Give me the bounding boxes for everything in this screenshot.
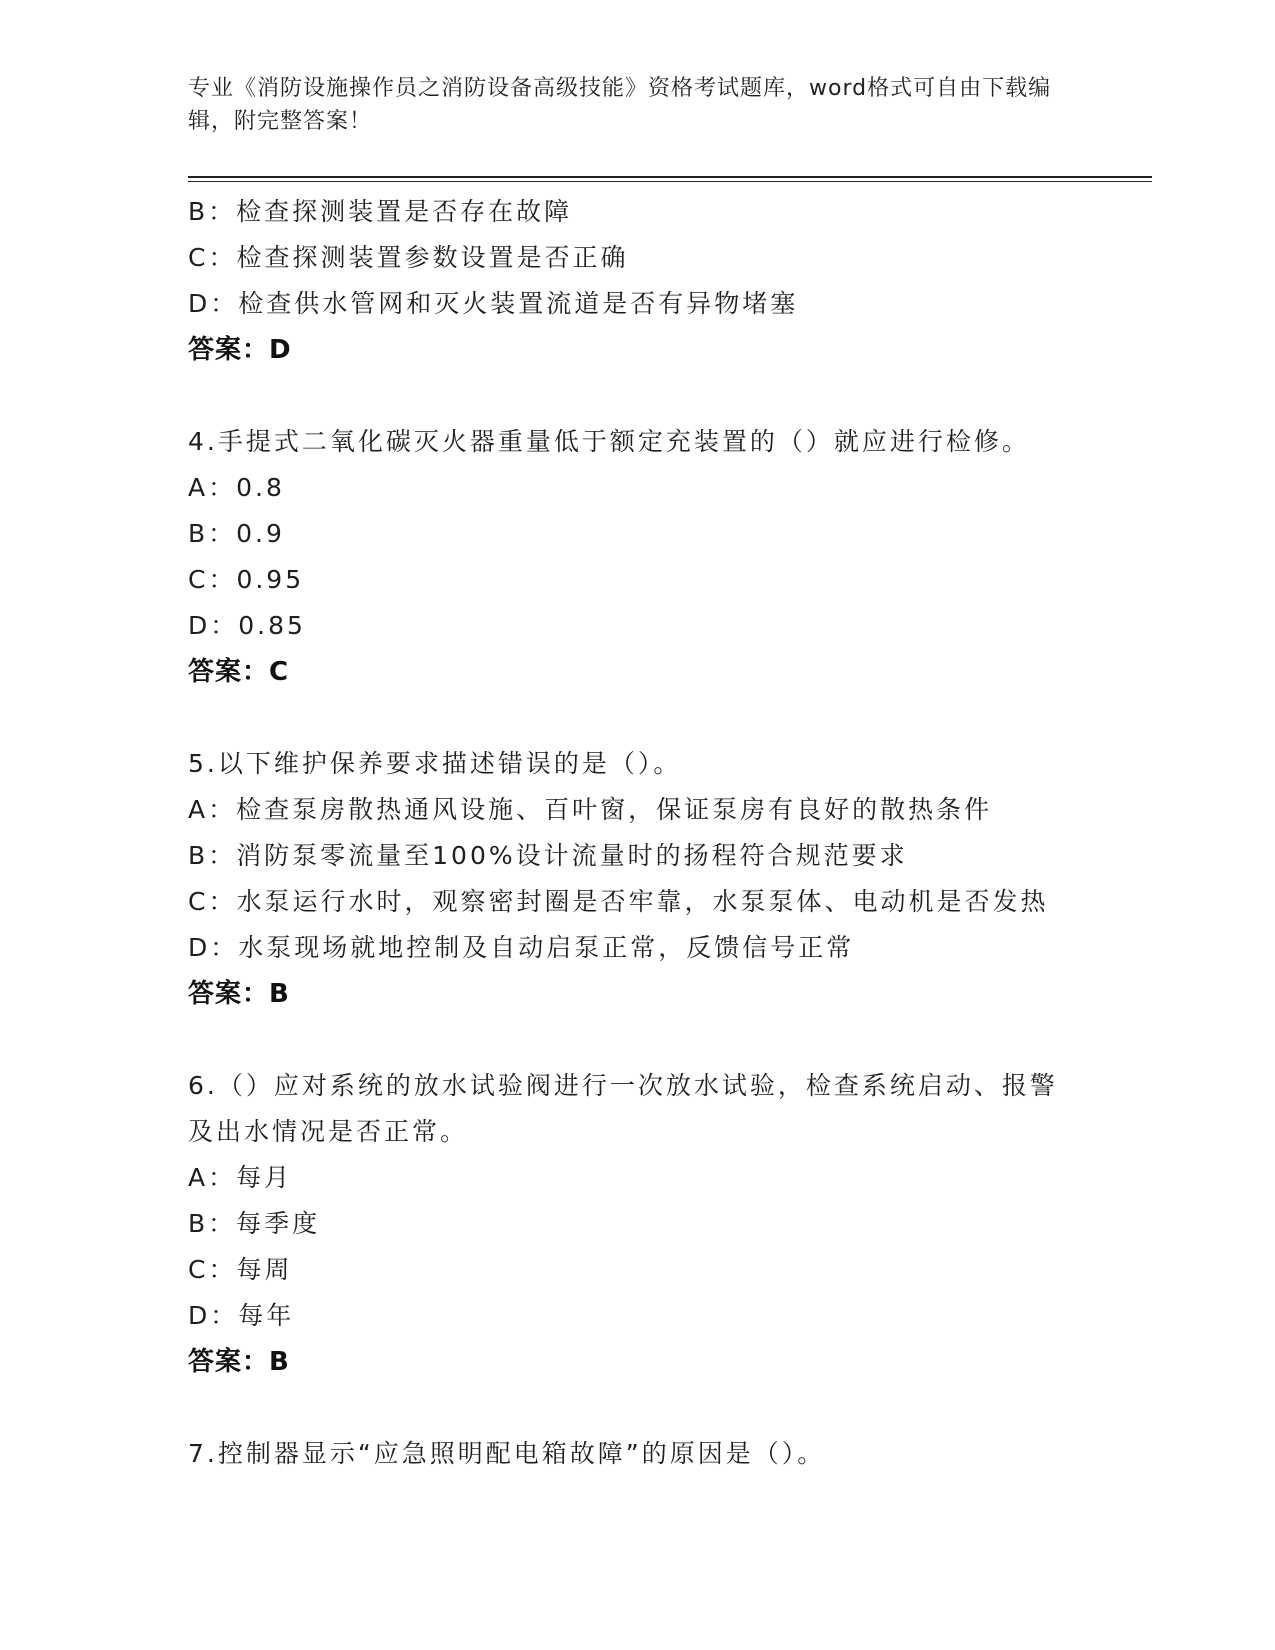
option-d: D：每年	[188, 1301, 295, 1330]
option-c: C：检查探测装置参数设置是否正确	[188, 243, 629, 272]
question-text: 6.（）应对系统的放水试验阀进行一次放水试验，检查系统启动、报警及出水情况是否正常。	[188, 1071, 1058, 1146]
option-c: C：每周	[188, 1255, 293, 1284]
document-header: 专业《消防设施操作员之消防设备高级技能》资格考试题库，word格式可自由下载编辑，附完整答案！	[188, 76, 1052, 134]
spacer	[188, 373, 1108, 419]
spacer	[188, 1017, 1108, 1063]
answer: 答案：C	[188, 657, 290, 687]
option-a: A：0.8	[188, 473, 285, 502]
header-rule-thin	[188, 181, 1152, 182]
answer: 答案：D	[188, 335, 292, 365]
question-list	[188, 189, 1108, 1477]
option-b: B：检查探测装置是否存在故障	[188, 197, 573, 226]
option-d: D：水泵现场就地控制及自动启泵正常，反馈信号正常	[188, 933, 855, 962]
option-a: A：每月	[188, 1163, 293, 1192]
spacer	[188, 1385, 1108, 1431]
option-a: A：检查泵房散热通风设施、百叶窗，保证泵房有良好的散热条件	[188, 795, 993, 824]
question-text: 7.控制器显示“应急照明配电箱故障”的原因是（）。	[188, 1439, 826, 1468]
header-rule-thick	[188, 176, 1152, 178]
question-text: 5.以下维护保养要求描述错误的是（）。	[188, 749, 682, 778]
spacer	[188, 695, 1108, 741]
option-b: B：0.9	[188, 519, 285, 548]
answer: 答案：B	[188, 979, 290, 1009]
question-text: 4.手提式二氧化碳灭火器重量低于额定充装置的（）就应进行检修。	[188, 427, 1030, 456]
option-c: C：0.95	[188, 565, 305, 594]
option-d: D：0.85	[188, 611, 306, 640]
option-b: B：消防泵零流量至100%设计流量时的扬程符合规范要求	[188, 841, 908, 870]
option-c: C：水泵运行水时，观察密封圈是否牢靠，水泵泵体、电动机是否发热	[188, 887, 1049, 916]
option-d: D：检查供水管网和灭火装置流道是否有异物堵塞	[188, 289, 799, 318]
answer: 答案：B	[188, 1347, 290, 1377]
option-b: B：每季度	[188, 1209, 321, 1238]
